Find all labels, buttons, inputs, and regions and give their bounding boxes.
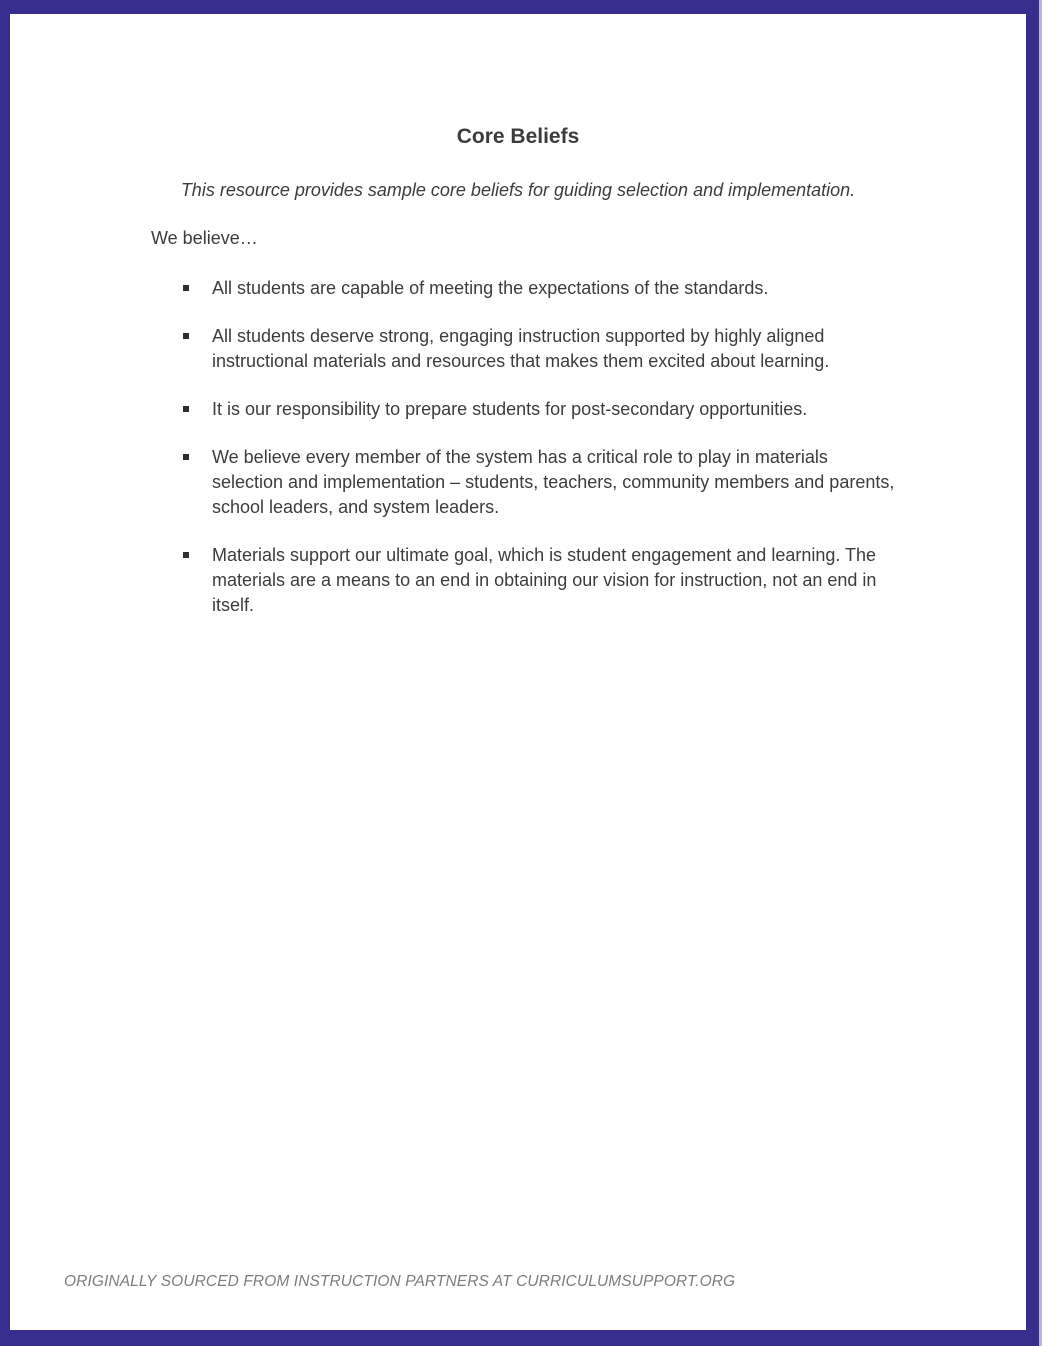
source-footer: ORIGINALLY SOURCED FROM INSTRUCTION PARTNERS AT CURRICULUMSUPPORT.ORG [64,1273,736,1290]
belief-text: All students are capable of meeting the expectations of the standards. [212,278,769,298]
square-bullet-icon [183,406,189,412]
belief-text: We believe every member of the system has a critical role to play in materials selection and implementation – students, teachers, community members and parents, school leaders, and system leaders. [212,447,895,517]
belief-item [212,324,902,374]
square-bullet-icon [183,285,189,291]
belief-text: Materials support our ultimate goal, which is student engagement and learning. The materials are a means to an end in obtaining our vision for instruction, not an end in itself. [212,545,877,615]
belief-item [212,276,902,301]
square-bullet-icon [183,333,189,339]
belief-item [212,543,902,618]
intro-text: We believe… [151,228,258,248]
belief-item [212,445,902,520]
belief-item [212,397,902,422]
belief-text: It is our responsibility to prepare students for post-secondary opportunities. [212,399,808,419]
square-bullet-icon [183,552,189,558]
square-bullet-icon [183,454,189,460]
page-title: Core Beliefs [456,125,580,148]
belief-text: All students deserve strong, engaging instruction supported by highly aligned instructional materials and resources that makes them excited about learning. [212,326,830,371]
page-subtitle: This resource provides sample core beliefs for guiding selection and implementation. [180,180,856,200]
